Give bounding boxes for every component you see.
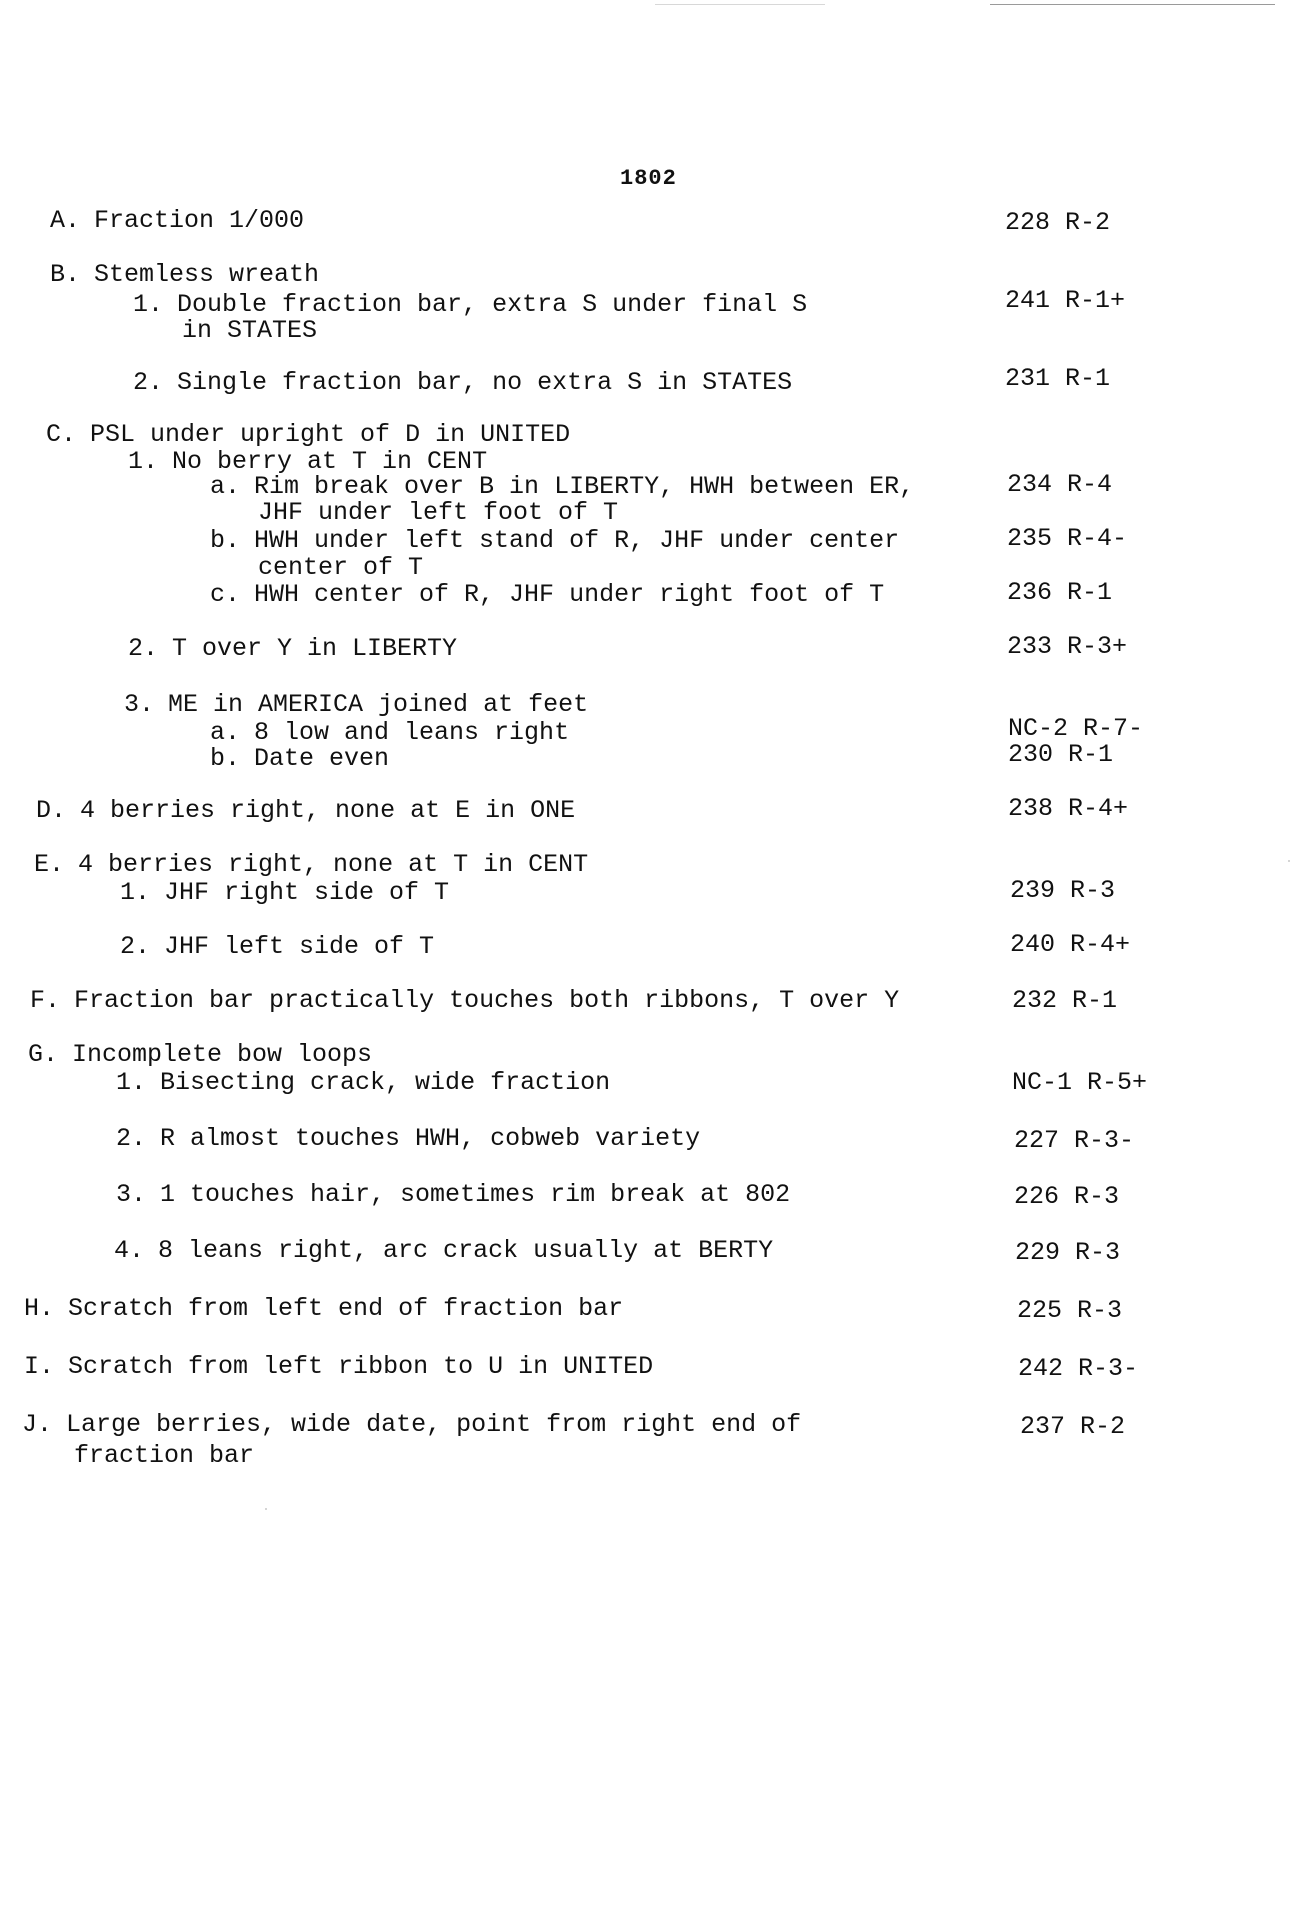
entry-label: A. xyxy=(50,206,81,235)
entry-text: Rim break over B in LIBERTY, HWH between ER, xyxy=(254,472,915,501)
entry-reference: NC-1 R-5+ xyxy=(1012,1068,1148,1097)
entry-g4 xyxy=(114,1238,773,1263)
entry-reference: 237 R-2 xyxy=(1020,1412,1126,1441)
entry-text: ME in AMERICA joined at feet xyxy=(168,690,589,719)
entry-text: 4 berries right, none at T in CENT xyxy=(78,850,589,879)
entry-label: E. xyxy=(34,850,65,879)
entry-label: 1. xyxy=(128,447,159,476)
scan-speck xyxy=(1288,860,1290,862)
entry-e1 xyxy=(120,880,449,905)
entry-d xyxy=(36,798,575,823)
entry-label: 3. xyxy=(124,690,155,719)
entry-continuation: center of T xyxy=(258,553,424,582)
entry-text: Date even xyxy=(254,744,390,773)
entry-reference: 227 R-3- xyxy=(1014,1126,1135,1155)
entry-b xyxy=(50,262,319,287)
entry-label: b. xyxy=(210,744,241,773)
entry-text: Single fraction bar, no extra S in STATES xyxy=(177,368,793,397)
entry-text: Double fraction bar, extra S under final S xyxy=(177,290,808,319)
entry-label: c. xyxy=(210,580,241,609)
entry-text: R almost touches HWH, cobweb variety xyxy=(160,1124,701,1153)
entry-text: Scratch from left end of fraction bar xyxy=(68,1294,624,1323)
entry-reference: 233 R-3+ xyxy=(1007,632,1128,661)
entry-text: HWH center of R, JHF under right foot of T xyxy=(254,580,885,609)
entry-label: a. xyxy=(210,718,241,747)
entry-label: 2. xyxy=(128,634,159,663)
entry-text: JHF left side of T xyxy=(164,932,435,961)
entry-e2 xyxy=(120,934,434,959)
entry-text: PSL under upright of D in UNITED xyxy=(90,420,571,449)
entry-b1 xyxy=(133,292,807,317)
entry-g2 xyxy=(116,1126,700,1151)
entry-reference: 234 R-4 xyxy=(1007,470,1113,499)
entry-label: G. xyxy=(28,1040,59,1069)
entry-text: No berry at T in CENT xyxy=(172,447,488,476)
entry-text: 8 leans right, arc crack usually at BERTY xyxy=(158,1236,774,1265)
entry-text: Stemless wreath xyxy=(94,260,320,289)
entry-reference: 231 R-1 xyxy=(1005,364,1111,393)
entry-c1b xyxy=(210,528,899,553)
entry-f xyxy=(30,988,899,1013)
entry-label: b. xyxy=(210,526,241,555)
entry-c1 xyxy=(128,449,487,474)
entry-label: C. xyxy=(46,420,77,449)
entry-text: Fraction bar practically touches both ribbons, T over Y xyxy=(74,986,900,1015)
entry-label: F. xyxy=(30,986,61,1015)
entry-text: Large berries, wide date, point from right end of xyxy=(66,1410,802,1439)
entry-c xyxy=(46,422,570,447)
entry-c3 xyxy=(124,692,588,717)
entry-reference: 228 R-2 xyxy=(1005,208,1111,237)
entry-j xyxy=(22,1412,801,1437)
entry-text: 4 berries right, none at E in ONE xyxy=(80,796,576,825)
entry-text: 8 low and leans right xyxy=(254,718,570,747)
entry-reference: 241 R-1+ xyxy=(1005,286,1126,315)
entry-reference: 235 R-4- xyxy=(1007,524,1128,553)
entry-label: I. xyxy=(24,1352,55,1381)
entry-g xyxy=(28,1042,372,1067)
entry-reference: NC-2 R-7- xyxy=(1008,714,1144,743)
entry-reference: 232 R-1 xyxy=(1012,986,1118,1015)
entry-reference: 236 R-1 xyxy=(1007,578,1113,607)
entry-label: 2. xyxy=(133,368,164,397)
entry-label: 1. xyxy=(133,290,164,319)
entry-e xyxy=(34,852,588,877)
entry-label: D. xyxy=(36,796,67,825)
scan-artifact-line xyxy=(655,4,825,5)
entry-reference: 239 R-3 xyxy=(1010,876,1116,905)
entry-label: 2. xyxy=(120,932,151,961)
entry-text: T over Y in LIBERTY xyxy=(172,634,458,663)
entry-reference: 230 R-1 xyxy=(1008,740,1114,769)
entry-i xyxy=(24,1354,653,1379)
entry-text: JHF right side of T xyxy=(164,878,450,907)
entry-b2 xyxy=(133,370,792,395)
entry-reference: 238 R-4+ xyxy=(1008,794,1129,823)
entry-continuation: fraction bar xyxy=(74,1441,255,1470)
entry-text: Scratch from left ribbon to U in UNITED xyxy=(68,1352,654,1381)
entry-label: 1. xyxy=(120,878,151,907)
entry-label: J. xyxy=(22,1410,53,1439)
entry-label: a. xyxy=(210,472,241,501)
scan-artifact-line xyxy=(990,4,1275,5)
entry-label: 1. xyxy=(116,1068,147,1097)
entry-c2 xyxy=(128,636,457,661)
entry-label: H. xyxy=(24,1294,55,1323)
entry-label: 2. xyxy=(116,1124,147,1153)
entry-reference: 240 R-4+ xyxy=(1010,930,1131,959)
entry-text: HWH under left stand of R, JHF under center xyxy=(254,526,900,555)
entry-c3a xyxy=(210,720,569,745)
entry-g1 xyxy=(116,1070,610,1095)
entry-continuation: in STATES xyxy=(182,316,318,345)
entry-c1a xyxy=(210,474,914,499)
entry-reference: 242 R-3- xyxy=(1018,1354,1139,1383)
entry-g3 xyxy=(116,1182,790,1207)
entry-text: Incomplete bow loops xyxy=(72,1040,373,1069)
entry-label: 3. xyxy=(116,1180,147,1209)
entry-c3b xyxy=(210,746,389,771)
entry-label: 4. xyxy=(114,1236,145,1265)
page-title: 1802 xyxy=(620,166,677,191)
entry-text: Bisecting crack, wide fraction xyxy=(160,1068,611,1097)
entry-text: 1 touches hair, sometimes rim break at 802 xyxy=(160,1180,791,1209)
entry-reference: 225 R-3 xyxy=(1017,1296,1123,1325)
entry-continuation: JHF under left foot of T xyxy=(258,498,619,527)
entry-c1c xyxy=(210,582,884,607)
entry-h xyxy=(24,1296,623,1321)
entry-reference: 229 R-3 xyxy=(1015,1238,1121,1267)
entry-reference: 226 R-3 xyxy=(1014,1182,1120,1211)
entry-text: Fraction 1/000 xyxy=(94,206,305,235)
entry-label: B. xyxy=(50,260,81,289)
scan-speck xyxy=(265,1508,267,1510)
entry-a xyxy=(50,208,304,233)
